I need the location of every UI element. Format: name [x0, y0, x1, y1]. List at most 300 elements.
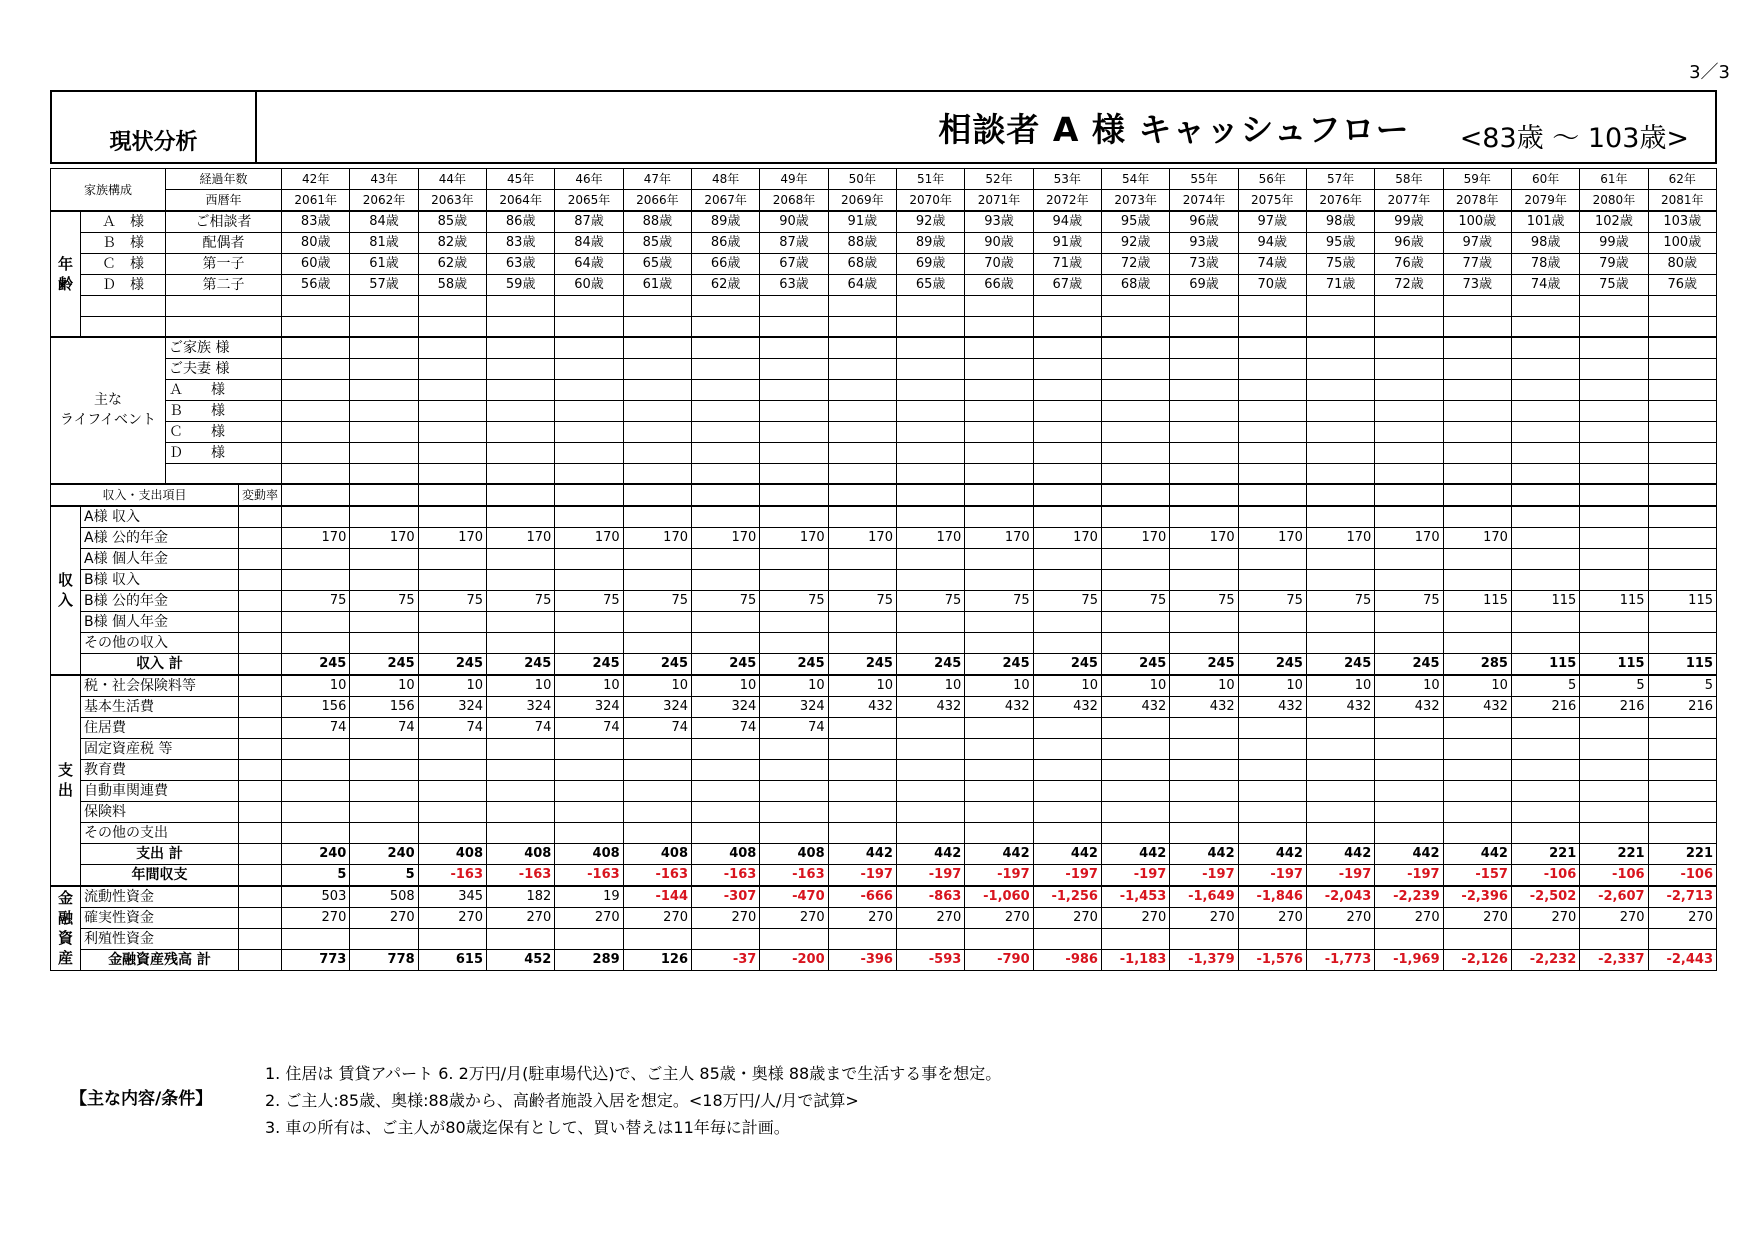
age-cell: 59歳	[487, 275, 555, 296]
empty-cell	[487, 484, 555, 506]
empty-cell	[555, 358, 623, 379]
value-cell	[1306, 506, 1374, 528]
rate-cell	[239, 696, 282, 717]
empty-cell	[623, 358, 691, 379]
value-cell	[555, 780, 623, 801]
value-cell	[1443, 611, 1511, 632]
value-cell	[1306, 759, 1374, 780]
age-cell: 60歳	[282, 254, 350, 275]
empty-cell	[1101, 358, 1169, 379]
value-cell: 270	[282, 907, 350, 928]
age-cell: 80歳	[1648, 254, 1716, 275]
table-row	[51, 337, 1717, 359]
age-cell: 56歳	[282, 275, 350, 296]
empty-cell	[282, 358, 350, 379]
year-cell: 45年	[487, 169, 555, 190]
value-cell: 442	[828, 843, 896, 864]
empty-cell	[418, 421, 486, 442]
table-row	[51, 886, 1717, 908]
empty-cell	[1443, 484, 1511, 506]
empty-cell	[1170, 463, 1238, 484]
value-cell: 75	[555, 590, 623, 611]
empty-cell	[692, 400, 760, 421]
empty-cell	[166, 296, 282, 317]
table-row	[51, 864, 1717, 886]
age-cell: 75歳	[1580, 275, 1648, 296]
value-cell: 270	[350, 907, 418, 928]
year-cell: 43年	[350, 169, 418, 190]
empty-cell	[1648, 400, 1716, 421]
empty-cell	[1238, 379, 1306, 400]
value-cell	[965, 780, 1033, 801]
age-cell: 72歳	[1101, 254, 1169, 275]
expense-label: 支 出	[51, 675, 81, 886]
value-cell: 270	[1306, 907, 1374, 928]
rate-cell	[239, 632, 282, 653]
value-cell: 270	[1648, 907, 1716, 928]
empty-cell	[828, 358, 896, 379]
value-cell	[1170, 611, 1238, 632]
value-cell: 324	[555, 696, 623, 717]
empty-cell	[760, 463, 828, 484]
value-cell: 216	[1648, 696, 1716, 717]
empty-cell	[1101, 463, 1169, 484]
value-cell: 432	[965, 696, 1033, 717]
value-cell: -2,239	[1375, 886, 1443, 908]
age-cell: 63歳	[760, 275, 828, 296]
value-cell	[896, 822, 964, 843]
value-cell	[896, 632, 964, 653]
table-row	[51, 907, 1717, 928]
value-cell	[1375, 928, 1443, 949]
rate-cell	[239, 590, 282, 611]
value-cell	[418, 759, 486, 780]
value-cell: 170	[1170, 527, 1238, 548]
value-cell	[896, 717, 964, 738]
value-cell	[487, 611, 555, 632]
empty-cell	[487, 442, 555, 463]
condition-item: 2. ご主人:85歳、奥様:88歳から、高齢者施設入居を想定。<18万円/人/月で試算>	[265, 1091, 859, 1110]
value-cell: 270	[692, 907, 760, 928]
age-cell: 67歳	[1033, 275, 1101, 296]
western-year-cell: 2066年	[623, 190, 691, 212]
age-cell: 87歳	[555, 211, 623, 233]
table-row	[51, 190, 1717, 212]
value-cell	[1375, 738, 1443, 759]
value-cell: -1,773	[1306, 949, 1374, 970]
value-cell	[965, 611, 1033, 632]
value-cell: 442	[1306, 843, 1374, 864]
value-cell	[1443, 717, 1511, 738]
value-cell: 245	[1375, 653, 1443, 675]
value-cell: -790	[965, 949, 1033, 970]
value-cell: 324	[623, 696, 691, 717]
expense-item-label: 住居費	[81, 717, 239, 738]
value-cell: -1,060	[965, 886, 1033, 908]
empty-cell	[1238, 484, 1306, 506]
value-cell: 5	[350, 864, 418, 886]
empty-cell	[555, 484, 623, 506]
value-cell: -163	[555, 864, 623, 886]
value-cell	[1170, 759, 1238, 780]
age-cell: 75歳	[1306, 254, 1374, 275]
value-cell	[1238, 801, 1306, 822]
person-role: 配偶者	[166, 233, 282, 254]
value-cell	[760, 928, 828, 949]
value-cell: 408	[692, 843, 760, 864]
value-cell: 170	[760, 527, 828, 548]
value-cell	[350, 548, 418, 569]
empty-cell	[1648, 296, 1716, 317]
empty-cell	[692, 337, 760, 359]
empty-cell	[828, 421, 896, 442]
value-cell: 432	[896, 696, 964, 717]
empty-cell	[418, 358, 486, 379]
empty-cell	[1238, 337, 1306, 359]
empty-cell	[965, 400, 1033, 421]
rate-cell	[239, 611, 282, 632]
empty-cell	[81, 316, 166, 337]
rate-cell	[239, 949, 282, 970]
value-cell	[1306, 738, 1374, 759]
value-cell	[1101, 506, 1169, 528]
value-cell	[1306, 717, 1374, 738]
age-cell: 57歳	[350, 275, 418, 296]
value-cell	[1580, 759, 1648, 780]
value-cell: 10	[692, 675, 760, 697]
empty-cell	[418, 379, 486, 400]
rate-header: 変動率	[239, 484, 282, 506]
empty-cell	[623, 421, 691, 442]
value-cell: -197	[1306, 864, 1374, 886]
year-cell: 47年	[623, 169, 691, 190]
value-cell: 74	[623, 717, 691, 738]
value-cell	[828, 717, 896, 738]
year-cell: 57年	[1306, 169, 1374, 190]
value-cell: 74	[282, 717, 350, 738]
value-cell: -1,183	[1101, 949, 1169, 970]
value-cell	[1033, 632, 1101, 653]
income-item-label: A様 個人年金	[81, 548, 239, 569]
value-cell: 432	[1306, 696, 1374, 717]
value-cell	[1375, 506, 1443, 528]
empty-cell	[1511, 400, 1579, 421]
value-cell: 245	[896, 653, 964, 675]
empty-cell	[896, 337, 964, 359]
age-cell: 64歳	[828, 275, 896, 296]
age-cell: 89歳	[692, 211, 760, 233]
value-cell: 270	[1375, 907, 1443, 928]
value-cell: 170	[896, 527, 964, 548]
empty-cell	[896, 442, 964, 463]
value-cell: -593	[896, 949, 964, 970]
empty-cell	[1101, 442, 1169, 463]
value-cell	[1033, 738, 1101, 759]
age-cell: 78歳	[1511, 254, 1579, 275]
value-cell	[282, 780, 350, 801]
empty-cell	[1443, 442, 1511, 463]
empty-cell	[1101, 316, 1169, 337]
value-cell: 75	[350, 590, 418, 611]
value-cell: 432	[1238, 696, 1306, 717]
empty-cell	[350, 442, 418, 463]
value-cell	[1375, 759, 1443, 780]
condition-item: 3. 車の所有は、ご主人が80歳迄保有として、買い替えは11年毎に計画。	[265, 1118, 790, 1137]
empty-cell	[1170, 296, 1238, 317]
value-cell: 270	[965, 907, 1033, 928]
empty-cell	[282, 316, 350, 337]
empty-cell	[1033, 463, 1101, 484]
value-cell	[1306, 548, 1374, 569]
value-cell	[1033, 822, 1101, 843]
empty-cell	[418, 316, 486, 337]
value-cell	[896, 611, 964, 632]
rate-cell	[239, 843, 282, 864]
empty-cell	[1033, 337, 1101, 359]
value-cell: -1,576	[1238, 949, 1306, 970]
western-year-cell: 2062年	[350, 190, 418, 212]
value-cell	[965, 548, 1033, 569]
value-cell: 773	[282, 949, 350, 970]
value-cell	[760, 611, 828, 632]
expense-item-label: 基本生活費	[81, 696, 239, 717]
year-cell: 50年	[828, 169, 896, 190]
value-cell	[623, 738, 691, 759]
empty-cell	[1580, 316, 1648, 337]
value-cell: 245	[692, 653, 760, 675]
value-cell	[965, 632, 1033, 653]
empty-cell	[1238, 442, 1306, 463]
empty-cell	[282, 337, 350, 359]
age-cell: 86歳	[487, 211, 555, 233]
person-name: Ｄ 様	[81, 275, 166, 296]
value-cell	[828, 506, 896, 528]
value-cell: 156	[350, 696, 418, 717]
value-cell	[350, 506, 418, 528]
empty-cell	[1170, 316, 1238, 337]
value-cell: -2,713	[1648, 886, 1716, 908]
empty-cell	[692, 463, 760, 484]
value-cell	[282, 569, 350, 590]
empty-cell	[828, 316, 896, 337]
value-cell: -197	[1375, 864, 1443, 886]
value-cell: 10	[1238, 675, 1306, 697]
value-cell: 324	[760, 696, 828, 717]
empty-cell	[1306, 358, 1374, 379]
empty-cell	[965, 296, 1033, 317]
empty-cell	[487, 316, 555, 337]
empty-cell	[623, 400, 691, 421]
value-cell: 216	[1511, 696, 1579, 717]
value-cell	[692, 759, 760, 780]
age-cell: 61歳	[350, 254, 418, 275]
empty-cell	[1648, 484, 1716, 506]
value-cell	[418, 611, 486, 632]
age-cell: 96歳	[1170, 211, 1238, 233]
age-cell: 103歳	[1648, 211, 1716, 233]
value-cell: 408	[418, 843, 486, 864]
empty-cell	[555, 463, 623, 484]
value-cell	[282, 506, 350, 528]
value-cell	[282, 611, 350, 632]
rate-cell	[239, 675, 282, 697]
value-cell	[1033, 506, 1101, 528]
empty-cell	[896, 463, 964, 484]
value-cell	[1238, 569, 1306, 590]
value-cell	[487, 506, 555, 528]
age-cell: 76歳	[1648, 275, 1716, 296]
age-cell: 73歳	[1170, 254, 1238, 275]
value-cell: 452	[487, 949, 555, 970]
value-cell: -1,846	[1238, 886, 1306, 908]
value-cell	[1375, 780, 1443, 801]
value-cell: -2,043	[1306, 886, 1374, 908]
value-cell	[1511, 738, 1579, 759]
empty-cell	[1443, 379, 1511, 400]
value-cell: 432	[828, 696, 896, 717]
empty-cell	[418, 296, 486, 317]
value-cell	[555, 822, 623, 843]
empty-cell	[1511, 358, 1579, 379]
table-row	[51, 254, 1717, 275]
value-cell: 245	[1238, 653, 1306, 675]
empty-cell	[1033, 400, 1101, 421]
empty-cell	[487, 296, 555, 317]
value-cell: 10	[1375, 675, 1443, 697]
value-cell	[1375, 611, 1443, 632]
empty-cell	[1170, 421, 1238, 442]
value-cell: 75	[760, 590, 828, 611]
value-cell	[1033, 611, 1101, 632]
table-row	[51, 463, 1717, 484]
rate-cell	[239, 907, 282, 928]
value-cell	[828, 780, 896, 801]
value-cell	[692, 506, 760, 528]
empty-cell	[623, 442, 691, 463]
value-cell: 75	[828, 590, 896, 611]
empty-cell	[965, 379, 1033, 400]
age-cell: 101歳	[1511, 211, 1579, 233]
western-year-cell: 2079年	[1511, 190, 1579, 212]
empty-cell	[1511, 337, 1579, 359]
value-cell: -197	[896, 864, 964, 886]
western-year-cell: 2071年	[965, 190, 1033, 212]
table-row	[51, 843, 1717, 864]
empty-cell	[828, 296, 896, 317]
value-cell: 115	[1443, 590, 1511, 611]
empty-cell	[965, 337, 1033, 359]
value-cell	[487, 569, 555, 590]
age-cell: 58歳	[418, 275, 486, 296]
value-cell	[1511, 548, 1579, 569]
table-row	[51, 296, 1717, 317]
value-cell: 170	[1238, 527, 1306, 548]
empty-cell	[1580, 421, 1648, 442]
table-row	[51, 780, 1717, 801]
empty-cell	[760, 316, 828, 337]
value-cell	[623, 928, 691, 949]
empty-cell	[282, 296, 350, 317]
empty-cell	[1033, 442, 1101, 463]
rate-cell	[239, 569, 282, 590]
value-cell	[1648, 611, 1716, 632]
value-cell: -470	[760, 886, 828, 908]
value-cell	[1033, 569, 1101, 590]
empty-cell	[1238, 400, 1306, 421]
value-cell: -2,443	[1648, 949, 1716, 970]
empty-cell	[896, 484, 964, 506]
value-cell	[1238, 548, 1306, 569]
empty-cell	[487, 379, 555, 400]
value-cell: 270	[1580, 907, 1648, 928]
value-cell	[1101, 928, 1169, 949]
value-cell: 10	[418, 675, 486, 697]
empty-cell	[965, 316, 1033, 337]
empty-cell	[828, 484, 896, 506]
empty-cell	[1033, 358, 1101, 379]
value-cell	[1101, 548, 1169, 569]
value-cell	[965, 717, 1033, 738]
value-cell: 126	[623, 949, 691, 970]
empty-cell	[1238, 358, 1306, 379]
empty-cell	[350, 379, 418, 400]
value-cell	[1170, 822, 1238, 843]
age-cell: 64歳	[555, 254, 623, 275]
value-cell	[1238, 738, 1306, 759]
table-row	[51, 611, 1717, 632]
empty-cell	[555, 379, 623, 400]
empty-cell	[1033, 421, 1101, 442]
age-cell: 69歳	[896, 254, 964, 275]
value-cell	[1580, 822, 1648, 843]
value-cell	[965, 928, 1033, 949]
value-cell	[487, 801, 555, 822]
value-cell	[1170, 780, 1238, 801]
value-cell	[1306, 928, 1374, 949]
empty-cell	[1511, 316, 1579, 337]
value-cell: -1,256	[1033, 886, 1101, 908]
empty-cell	[1648, 379, 1716, 400]
empty-cell	[1443, 337, 1511, 359]
value-cell	[896, 738, 964, 759]
expense-item-label: 保険料	[81, 801, 239, 822]
age-cell: 95歳	[1306, 233, 1374, 254]
value-cell: 19	[555, 886, 623, 908]
empty-cell	[418, 400, 486, 421]
value-cell: 270	[1511, 907, 1579, 928]
value-cell: 10	[1170, 675, 1238, 697]
person-name: Ｃ 様	[81, 254, 166, 275]
western-year-cell: 2081年	[1648, 190, 1716, 212]
empty-cell	[1511, 463, 1579, 484]
age-cell: 85歳	[623, 233, 691, 254]
age-cell: 99歳	[1580, 233, 1648, 254]
value-cell	[1238, 506, 1306, 528]
value-cell	[1443, 759, 1511, 780]
value-cell	[1033, 717, 1101, 738]
value-cell	[1443, 801, 1511, 822]
value-cell: 10	[828, 675, 896, 697]
empty-cell	[623, 296, 691, 317]
empty-cell	[1580, 484, 1648, 506]
year-cell: 55年	[1170, 169, 1238, 190]
value-cell: -2,607	[1580, 886, 1648, 908]
age-cell: 70歳	[1238, 275, 1306, 296]
empty-cell	[692, 484, 760, 506]
empty-cell	[1375, 484, 1443, 506]
value-cell: 156	[282, 696, 350, 717]
age-cell: 60歳	[555, 275, 623, 296]
